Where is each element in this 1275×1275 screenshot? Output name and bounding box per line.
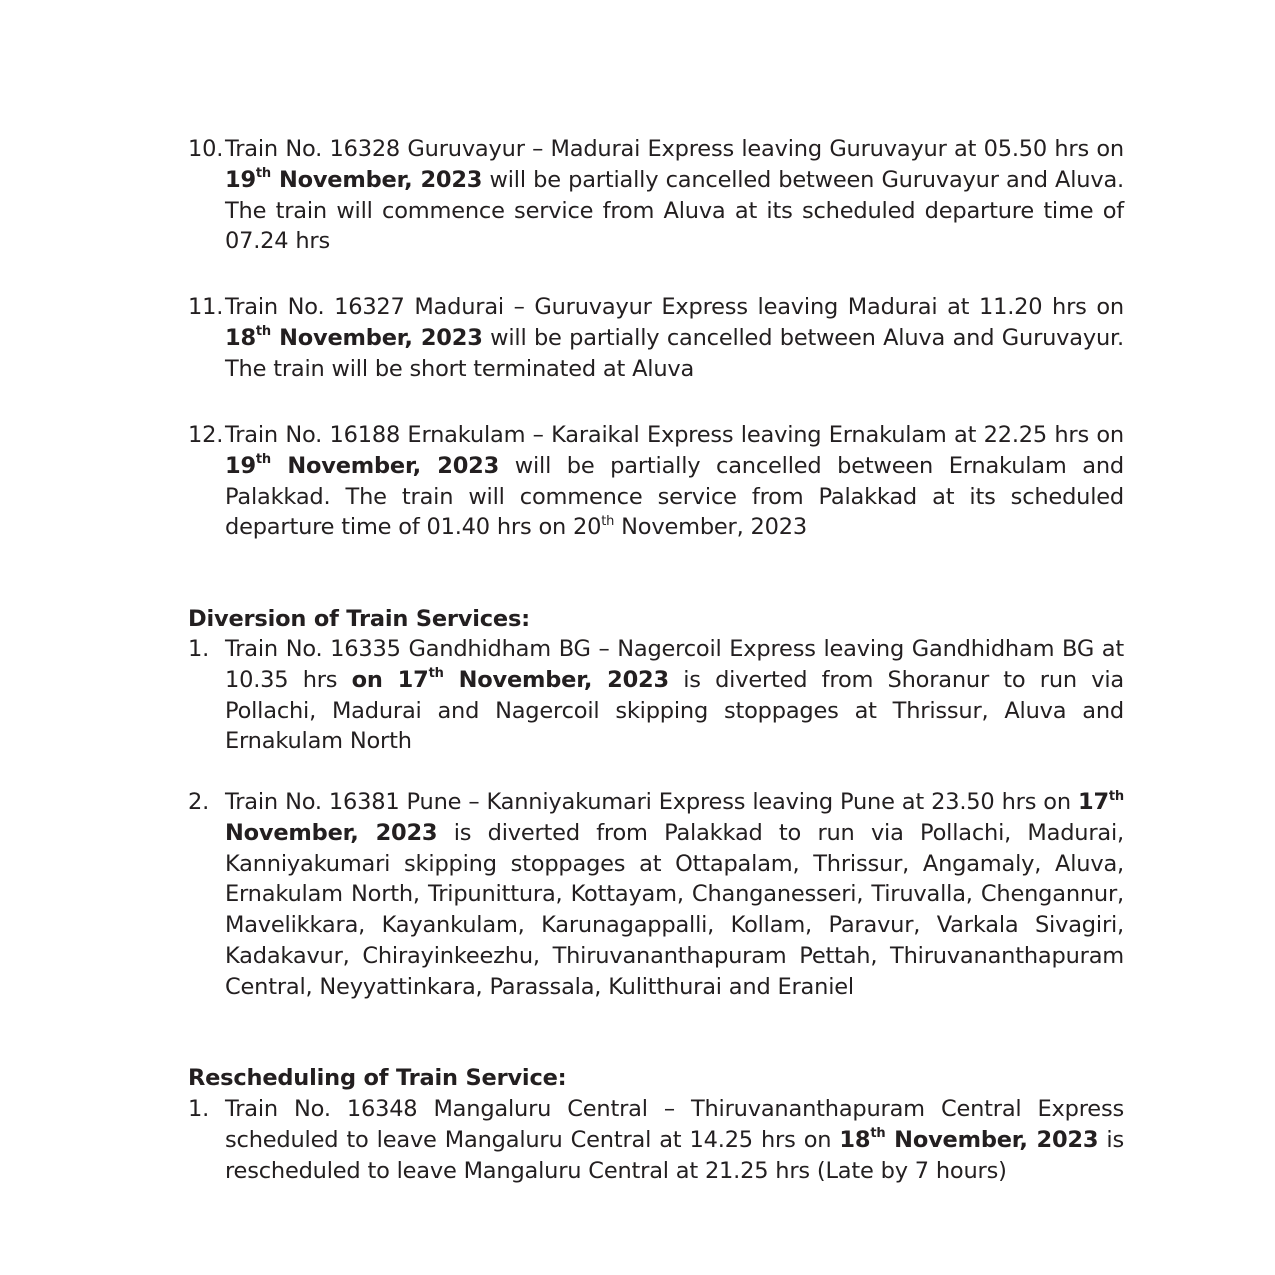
list-item-text [225, 787, 1124, 1003]
date-bold [352, 667, 669, 693]
text-segment: November, 2023 [614, 514, 807, 541]
text-segment: is rescheduled to leave Mangaluru Central at 21.25 hrs (Late by 7 hours) [225, 1126, 1124, 1184]
ordinal-suffix: th [1108, 788, 1124, 804]
list-item [188, 134, 1124, 257]
section-heading-diversion: Diversion of Train Services: [188, 606, 530, 632]
text-segment: is diverted from Palakkad to run via Pollachi, Madurai, Kanniyakumari skipping stoppages at Ottapalam, Thrissur, Angamaly, Aluva, Ernakulam North, Tripunittura, Kottayam, Changanesseri, Tiruvalla, Chengannur, Mavelikkara, Kayankulam, Karunagappalli, Kollam, Paravur, Varkala Sivagiri, Kadakavur, Chirayinkeezhu, Thiruvananthapuram Pettah, Thiruvananthapuram Central, Neyyattinkara, Parassala, Kulitthurai and Eraniel [225, 819, 1124, 1000]
date-bold [225, 325, 483, 351]
list-item-text [225, 134, 1124, 257]
list-item-number: 11. [188, 294, 224, 320]
list-item [188, 1094, 1124, 1186]
text-segment: Train No. 16381 Pune – Kanniyakumari Express leaving Pune at 23.50 hrs on [225, 789, 1078, 815]
text-segment: November, 2023 [443, 666, 669, 693]
text-segment: is diverted from Shoranur to run via Pollachi, Madurai and Nagercoil skipping stoppages at Thrissur, Aluva and Ernakulam North [225, 666, 1124, 755]
section-heading-rescheduling: Rescheduling of Train Service: [188, 1065, 567, 1091]
date-bold [225, 453, 499, 479]
text-segment: Train No. 16348 Mangaluru Central – Thiruvananthapuram Central Express scheduled to leave Mangaluru Central at 14.25 hrs on [225, 1096, 1124, 1153]
list-item-number: 2. [188, 789, 210, 815]
ordinal-suffix: th [255, 452, 271, 468]
text-segment: 18 [225, 324, 256, 351]
text-segment: Train No. 16335 Gandhidham BG – Nagercoil Express leaving Gandhidham BG at 10.35 hrs [225, 636, 1124, 693]
list-item-text [225, 292, 1124, 384]
text-segment: November, 2023 [885, 1126, 1099, 1153]
list-item-text [225, 420, 1124, 543]
text-segment: on 17 [351, 666, 429, 693]
text-segment: Train No. 16188 Ernakulam – Karaikal Express leaving Ernakulam at 22.25 hrs on [225, 422, 1124, 448]
list-item-text [225, 634, 1124, 757]
date-bold [225, 167, 482, 193]
text-segment: 19 [225, 452, 256, 479]
ordinal-suffix: th [870, 1126, 886, 1142]
list-item-number: 1. [188, 1096, 210, 1122]
date-bold [839, 1127, 1098, 1153]
text-segment: will be partially cancelled between Ernakulam and Palakkad. The train will commence service from Palakkad at its scheduled departure time of 01.40 hrs on 20 [225, 452, 1125, 541]
text-segment: will be partially cancelled between Aluva and Guruvayur. The train will be short terminated at Aluva [225, 324, 1124, 382]
ordinal-suffix: th [428, 666, 444, 682]
list-item [188, 292, 1124, 384]
text-segment: November, 2023 [271, 166, 483, 193]
list-item-text [225, 1094, 1124, 1186]
text-segment: November, 2023 [271, 324, 483, 351]
text-segment: will be partially cancelled between Guruvayur and Aluva. The train will commence service from Aluva at its scheduled departure time of 07.24 hrs [225, 166, 1124, 255]
text-segment: 19 [225, 166, 256, 193]
list-item-number: 10. [188, 136, 224, 162]
list-item [188, 634, 1124, 757]
ordinal-suffix: th [255, 324, 271, 340]
list-item [188, 787, 1124, 1003]
text-segment: 17 [1078, 789, 1109, 815]
text-segment: 18 [839, 1126, 871, 1153]
ordinal-suffix: th [255, 166, 271, 182]
text-segment: Train No. 16327 Madurai – Guruvayur Express leaving Madurai at 11.20 hrs on [225, 294, 1124, 320]
text-segment: November, 2023 [225, 819, 438, 846]
list-item-number: 12. [188, 422, 224, 448]
text-segment: Train No. 16328 Guruvayur – Madurai Express leaving Guruvayur at 05.50 hrs on [225, 136, 1124, 162]
list-item [188, 420, 1124, 543]
text-segment: November, 2023 [271, 452, 500, 479]
ordinal-suffix: th [601, 513, 615, 529]
list-item-number: 1. [188, 636, 210, 662]
